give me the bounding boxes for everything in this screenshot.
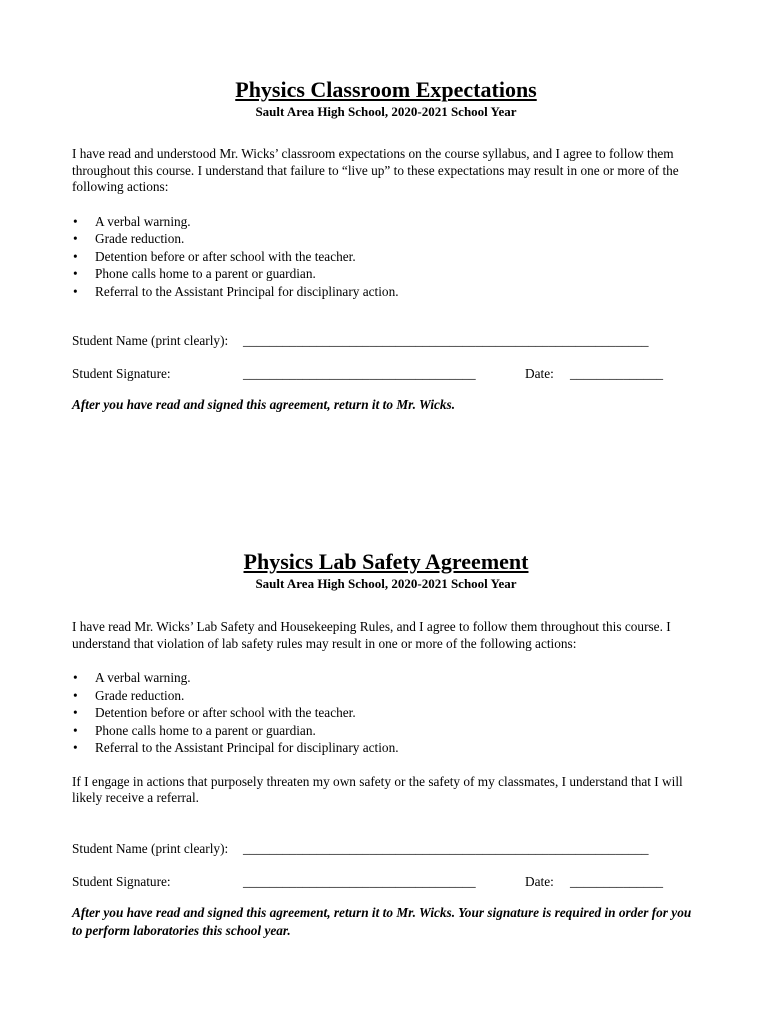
lab-safety-title: Physics Lab Safety Agreement xyxy=(243,549,529,574)
lab-safety-section xyxy=(72,548,700,940)
lab-safety-subtitle: Sault Area High School, 2020-2021 School Year xyxy=(255,576,517,591)
bullet-icon: • xyxy=(73,740,78,755)
list-item: • A verbal warning. xyxy=(73,213,191,229)
bullet-icon: • xyxy=(73,231,78,246)
classroom-expectations-title: Physics Classroom Expectations xyxy=(235,77,537,102)
bullet-icon: • xyxy=(73,687,78,703)
return-note: After you have read and signed this agreement, return it to Mr. Wicks. xyxy=(72,397,456,412)
list-item: • Detention before or after school with the teacher. xyxy=(73,705,356,720)
student-name-label: Student Name (print clearly): xyxy=(72,333,229,348)
bullet-icon: • xyxy=(73,248,78,264)
classroom-expectations-intro: I have read and understood Mr. Wicks’ classroom expectations on the course syllabus, and I agree to follow them throughout this course. I understand that failure to “live up” to these expectations may result in one or more of the following actions: xyxy=(72,146,679,194)
list-item: • A verbal warning. xyxy=(73,670,191,685)
classroom-expectations-subtitle: Sault Area High School, 2020-2021 School Year xyxy=(255,104,517,119)
classroom-expectations-section xyxy=(72,76,700,414)
return-note: After you have read and signed this agreement, return it to Mr. Wicks. Your signature is required in order for you to perform laboratories this school year. xyxy=(72,904,692,938)
student-signature-field[interactable]: ___________________________________ xyxy=(243,366,476,381)
bullet-icon: • xyxy=(73,266,78,281)
date-label: Date: xyxy=(525,873,554,889)
student-name-row xyxy=(72,333,700,349)
classroom-actions-list xyxy=(72,213,700,301)
lab-actions-list xyxy=(72,669,700,757)
lab-safety-intro: I have read Mr. Wicks’ Lab Safety and Housekeeping Rules, and I agree to follow them throughout this course. I understand that violation of lab safety rules may result in one or more of the following actions: xyxy=(72,619,671,651)
date-field[interactable]: ______________ xyxy=(570,873,664,889)
date-label: Date: xyxy=(525,366,554,381)
date-field[interactable]: ______________ xyxy=(570,366,664,381)
student-name-label: Student Name (print clearly): xyxy=(72,840,229,856)
referral-warning: If I engage in actions that purposely threaten my own safety or the safety of my classmates, I understand that I will likely receive a referral. xyxy=(72,773,683,805)
list-item: • Detention before or after school with the teacher. xyxy=(73,248,356,264)
list-item: • Grade reduction. xyxy=(73,231,185,246)
list-item: • Phone calls home to a parent or guardian. xyxy=(73,722,316,738)
student-name-field[interactable]: _____________________________________________________________ xyxy=(243,333,649,348)
list-item: • Referral to the Assistant Principal for disciplinary action. xyxy=(73,740,399,755)
list-item: • Grade reduction. xyxy=(73,687,185,703)
list-item: • Referral to the Assistant Principal for disciplinary action. xyxy=(73,283,399,299)
student-signature-row xyxy=(72,874,700,890)
student-signature-row xyxy=(72,366,700,382)
student-signature-field[interactable]: ___________________________________ xyxy=(243,873,476,889)
bullet-icon: • xyxy=(73,283,78,299)
bullet-icon: • xyxy=(73,705,78,720)
bullet-icon: • xyxy=(73,722,78,738)
student-name-field[interactable]: _____________________________________________________________ xyxy=(243,840,649,856)
student-signature-label: Student Signature: xyxy=(72,366,171,381)
list-item: • Phone calls home to a parent or guardian. xyxy=(73,266,316,281)
student-signature-label: Student Signature: xyxy=(72,873,171,889)
student-name-row xyxy=(72,841,700,857)
bullet-icon: • xyxy=(73,670,78,685)
bullet-icon: • xyxy=(73,213,78,229)
